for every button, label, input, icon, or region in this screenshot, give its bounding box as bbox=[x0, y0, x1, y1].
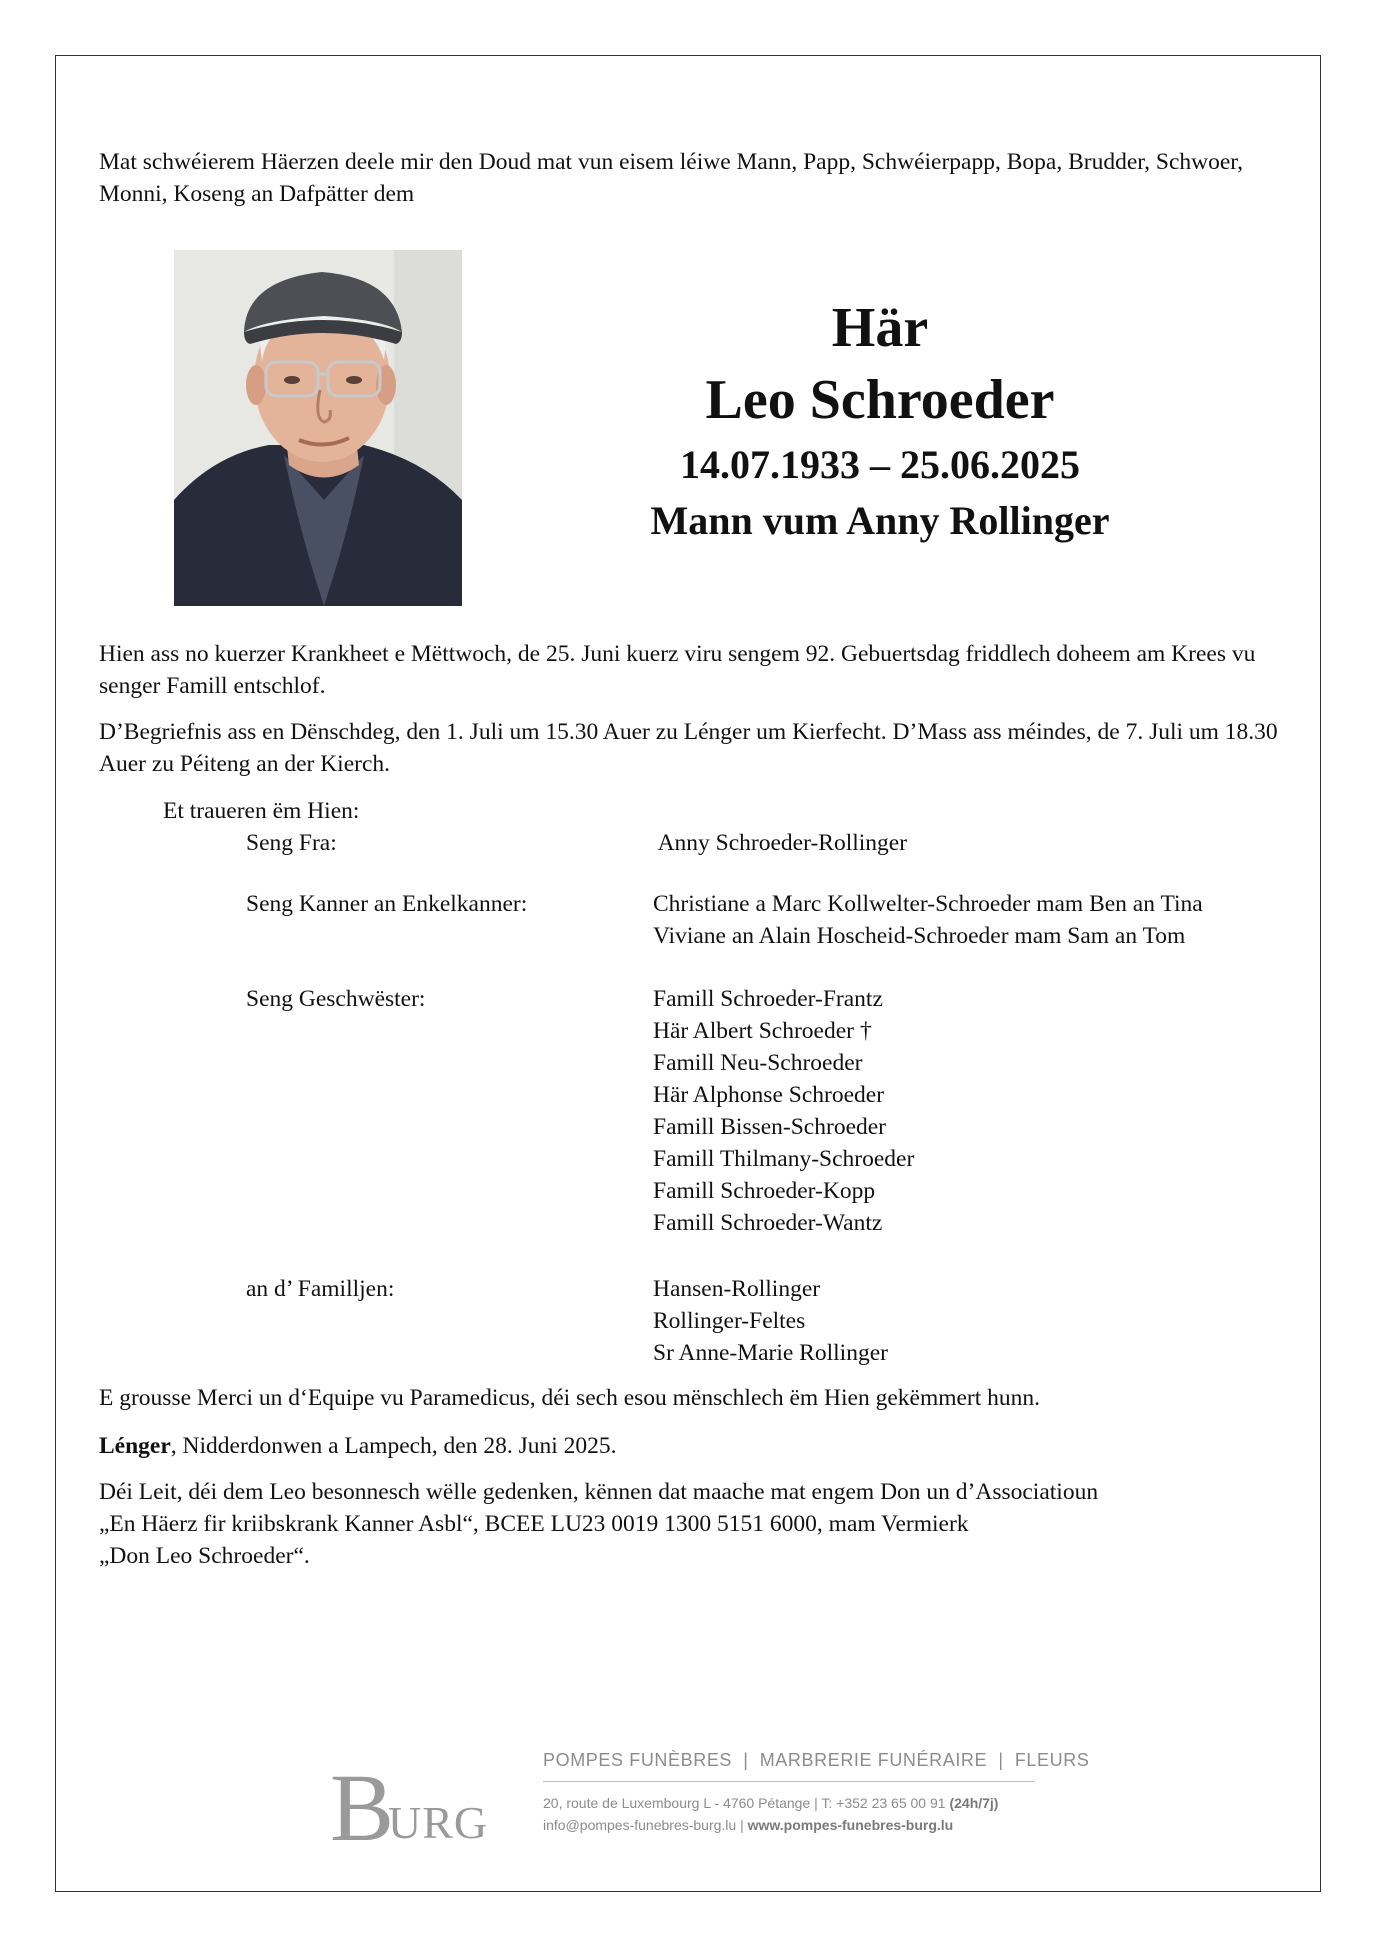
mourner-group-names bbox=[653, 827, 907, 859]
mourner-name: Christiane a Marc Kollwelter-Schroeder mam Ben an Tina bbox=[653, 891, 1203, 917]
portrait-photo bbox=[174, 250, 462, 606]
burg-logo bbox=[330, 1752, 500, 1847]
thanks-text: E grousse Merci un d‘Equipe vu Paramedicus, déi sech esou mënschlech ëm Hien gekëmmert hunn. bbox=[99, 1385, 1041, 1411]
mourner-name: Viviane an Alain Hoscheid-Schroeder mam Sam an Tom bbox=[653, 923, 1186, 949]
footer-services: POMPES FUNÈBRES | MARBRERIE FUNÉRAIRE | FLEURS bbox=[543, 1750, 1090, 1770]
mourners-intro: Et traueren ëm Hien: bbox=[163, 798, 360, 824]
logo-urg-glyph: URG bbox=[388, 1797, 489, 1847]
mourner-name: Anny Schroeder-Rollinger bbox=[653, 830, 908, 856]
death-notice-text: Hien ass no kuerzer Krankheet e Mëttwoch, de 25. Juni kuerz viru sengem 92. Gebuertsdag friddlech doheem am Krees vu senger Famill entschlof. bbox=[99, 641, 1256, 699]
footer-website[interactable]: www.pompes-funebres-burg.lu bbox=[747, 1817, 954, 1833]
place-town: Lénger bbox=[99, 1433, 171, 1459]
deceased-name: Leo Schroeder bbox=[705, 369, 1055, 431]
footer-divider bbox=[543, 1781, 1034, 1782]
footer-address: 20, route de Luxembourg L - 4760 Pétange | T: +352 23 65 00 91 bbox=[543, 1795, 946, 1811]
spouse-line: Mann vum Anny Rollinger bbox=[650, 498, 1110, 543]
mourner-name: Famill Schroeder-Frantz bbox=[653, 986, 883, 1012]
mourner-name: Famill Thilmany-Schroeder bbox=[653, 1146, 915, 1172]
mourner-group-label: Seng Fra: bbox=[246, 830, 337, 856]
mourner-name: Rollinger-Feltes bbox=[653, 1308, 806, 1334]
mourner-group-names bbox=[653, 983, 914, 1239]
mourner-name: Famill Neu-Schroeder bbox=[653, 1050, 863, 1076]
footer-address-line bbox=[543, 1795, 998, 1811]
funeral-text: D’Begriefnis ass en Dënschdeg, den 1. Juli um 15.30 Auer zu Lénger um Kierfecht. D’Mass ass méindes, de 7. Juli um 18.30 Auer zu Péiteng an der Kierch. bbox=[99, 719, 1278, 777]
logo-b-glyph: B bbox=[330, 1754, 395, 1847]
place-date-line bbox=[99, 1430, 1299, 1462]
mourner-group-label: Seng Geschwëster: bbox=[246, 986, 426, 1012]
donation-line-3: „Don Leo Schroeder“. bbox=[99, 1543, 310, 1569]
mourner-name: Sr Anne-Marie Rollinger bbox=[653, 1340, 888, 1366]
donation-line-1: Déi Leit, déi dem Leo besonnesch wëlle gedenken, kënnen dat maache mat engem Don un d’Associatioun bbox=[99, 1479, 1099, 1505]
mourner-name: Här Alphonse Schroeder bbox=[653, 1082, 885, 1108]
place-rest: , Nidderdonwen a Lampech, den 28. Juni 2025. bbox=[170, 1433, 617, 1459]
life-dates: 14.07.1933 – 25.06.2025 bbox=[680, 442, 1080, 487]
intro-text: Mat schwéierem Häerzen deele mir den Doud mat vun eisem léiwe Mann, Papp, Schwéierpapp, Bopa, Brudder, Schwoer, Monni, Koseng an Dafpätter dem bbox=[99, 149, 1244, 207]
footer-contact-line: info@pompes-funebres-burg.lu | www.pompes-funebres-burg.lu bbox=[543, 1817, 954, 1833]
mourner-group-names bbox=[653, 1273, 888, 1369]
mourner-name: Famill Schroeder-Wantz bbox=[653, 1210, 883, 1236]
footer-email[interactable]: info@pompes-funebres-burg.lu bbox=[543, 1817, 737, 1833]
salutation: Här bbox=[831, 297, 929, 359]
mourner-name: Här Albert Schroeder † bbox=[653, 1018, 872, 1044]
mourner-group-label: Seng Kanner an Enkelkanner: bbox=[246, 891, 528, 917]
mourner-name: Hansen-Rollinger bbox=[653, 1276, 821, 1302]
mourner-name: Famill Schroeder-Kopp bbox=[653, 1178, 876, 1204]
footer-hours: (24h/7j) bbox=[949, 1795, 999, 1811]
mourner-group-names bbox=[653, 888, 1203, 952]
mourner-group-label: an d’ Familljen: bbox=[246, 1276, 395, 1302]
mourner-name: Famill Bissen-Schroeder bbox=[653, 1114, 887, 1140]
donation-line-2: „En Häerz fir kriibskrank Kanner Asbl“, BCEE LU23 0019 1300 5151 6000, mam Vermierk bbox=[99, 1511, 969, 1537]
